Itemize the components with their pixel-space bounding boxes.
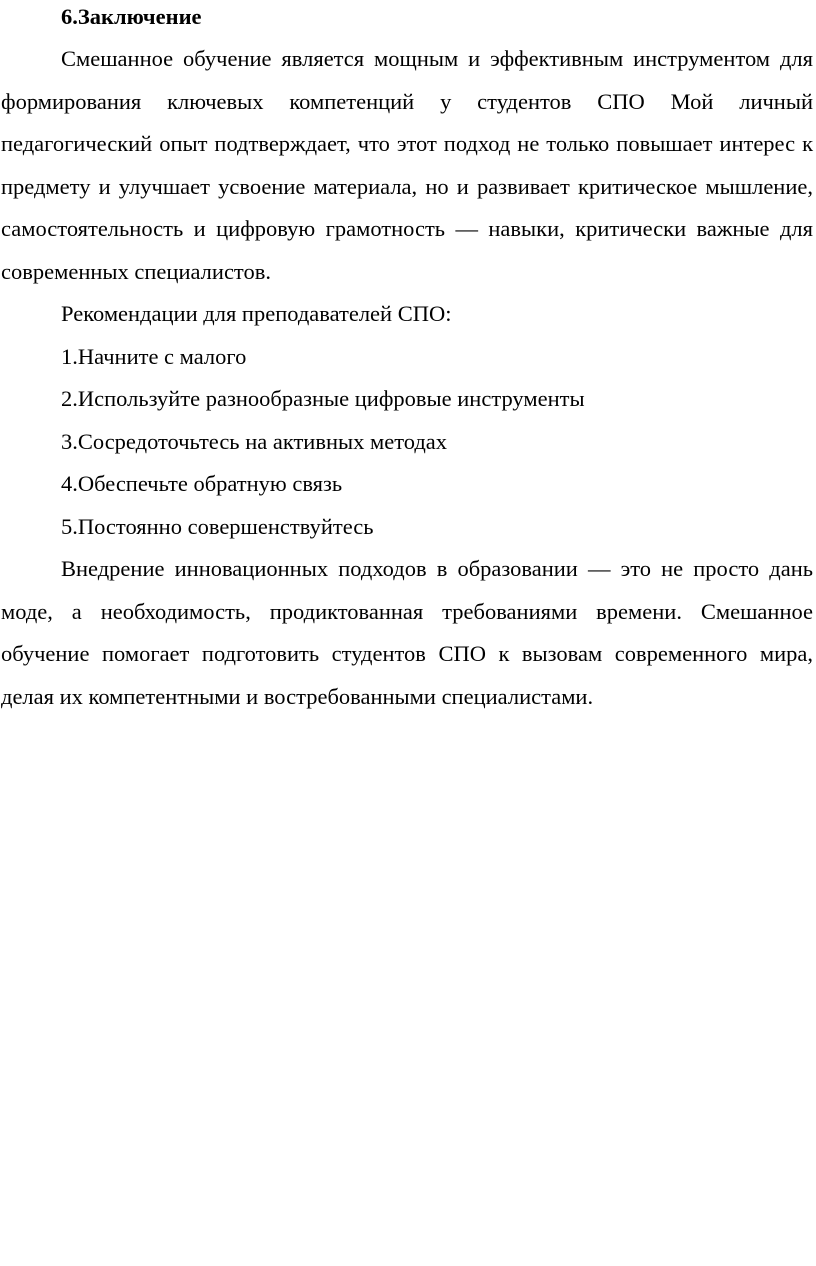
- recommendations-list: [1, 336, 813, 549]
- paragraph-conclusion: Внедрение инновационных подходов в образовании — это не просто дань моде, а необходимость, продиктованная требованиями времени. Смешанное обучение помогает подготовить студентов СПО к вызовам современного мира, делая их компетентными и востребованными специалистами.: [1, 556, 813, 709]
- paragraph-recommendations-title: Рекомендации для преподавателей СПО:: [61, 301, 452, 326]
- document-body: [1, 38, 813, 718]
- list-item: 3.Сосредоточьтесь на активных методах: [61, 428, 448, 454]
- list-item: 1.Начните с малого: [61, 343, 247, 369]
- section-heading: 6.Заключение: [61, 4, 202, 29]
- list-item: 4.Обеспечьте обратную связь: [61, 471, 343, 496]
- list-item: 5.Постоянно совершенствуйтесь: [61, 513, 374, 539]
- paragraph-intro: Смешанное обучение является мощным и эффективным инструментом для формирования ключевых компетенций у студентов СПО Мой личный педагогический опыт подтверждает, что этот подход не только повышает интерес к предмету и улучшает усвоение материала, но и развивает критическое мышление, самостоятельность и цифровую грамотность — навыки, критически важные для современных специалистов.: [1, 46, 813, 284]
- list-item: 2.Используйте разнообразные цифровые инструменты: [61, 386, 585, 411]
